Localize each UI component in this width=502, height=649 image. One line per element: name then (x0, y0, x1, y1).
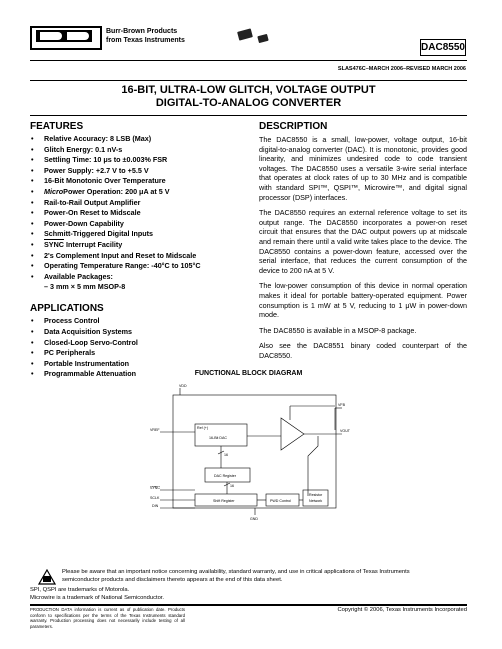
application-item: • Process Control (30, 316, 245, 327)
title-line2: DIGITAL-TO-ANALOG CONVERTER (155, 97, 342, 109)
description-heading: DESCRIPTION (259, 121, 328, 132)
features-heading: FEATURES (30, 121, 84, 132)
title-line1: 16-BIT, ULTRA-LOW GLITCH, VOLTAGE OUTPUT (121, 84, 376, 96)
description-paragraph: Also see the DAC8551 binary coded counterpart of the DAC8550. (259, 341, 467, 360)
applications-heading: APPLICATIONS (30, 303, 104, 315)
application-item: • Portable Instrumentation (30, 359, 245, 370)
sync-prefix: SYNC (44, 239, 64, 249)
application-item: • PC Peripherals (30, 348, 245, 359)
feature-item: • Rail-to-Rail Output Amplifier (30, 198, 245, 209)
functional-block-diagram (150, 384, 360, 520)
description-section (259, 121, 467, 366)
package-outline (173, 395, 336, 508)
feature-item: • Settling Time: 10 μs to ±0.003% FSR (30, 155, 245, 166)
feature-item: • Relative Accuracy: 8 LSB (Max) (30, 134, 245, 145)
dac-label: 16-Bit DAC (209, 436, 227, 440)
vout-label: VOUT (340, 429, 350, 433)
production-data-notice: PRODUCTION DATA information is current as of publication date. Products conform to specifications per the terms of the Texas Instruments standard warranty. Production processing does not necessarily include testing of all parameters. (30, 607, 185, 629)
doc-number: SLAS476C–MARCH 2006–REVISED MARCH 2006 (337, 66, 466, 72)
ref-plus-label: Ref (+) (197, 426, 209, 430)
feature-item: • 16-Bit Monotonic Over Temperature (30, 176, 245, 187)
vref-label: VREF (150, 428, 160, 432)
trademark-note-2: Microwire is a trademark of National Semiconductor. (30, 595, 165, 601)
description-paragraph: The low-power consumption of this device in normal operation makes it ideal for portable battery-operated equipment. Power consumption is 1 mW at 5 V, reducing to 1 μW in power-down mode. (259, 281, 467, 320)
features-list (30, 134, 245, 282)
left-column (30, 121, 245, 380)
title-rule-top (30, 80, 467, 81)
diagram-title: FUNCTIONAL BLOCK DIAGRAM (194, 370, 303, 377)
feature-item: • Power Supply: +2.7 V to +5.5 V (30, 166, 245, 177)
header-rule (30, 60, 467, 61)
package-sub: – 3 mm × 5 mm MSOP-8 (44, 282, 126, 292)
feature-item: • Available Packages: (30, 272, 245, 283)
resistor-network-label-2: Network (309, 499, 323, 503)
description-paragraph: The DAC8550 is available in a MSOP-8 package. (259, 325, 417, 335)
part-number: DAC8550 (420, 39, 466, 56)
sync-pin-label: SYNC (150, 486, 160, 490)
sclk-pin-label: SCLK (150, 496, 160, 500)
bus-width-label: 16 (224, 453, 228, 457)
page-title (30, 84, 467, 110)
resistor-network-label-1: Resistor (309, 493, 323, 497)
feature-item: • Schmitt-Triggered Digital Inputs (30, 229, 245, 240)
burr-brown-logo (30, 26, 102, 50)
feature-item: • Glitch Energy: 0.1 nV-s (30, 145, 245, 156)
description-paragraph: The DAC8550 requires an external reference voltage to set its output range. The DAC8550 incorporates a power-on reset circuit that ensures that the DAC output powers up at midscale and remain there until a valid write takes place to the device. The DAC8550 contains a power-down feature, accessed over the serial interface, that reduces the current consumption of the device to 200 nA at 5 V. (259, 208, 467, 275)
footer-rule (30, 604, 467, 606)
feature-item (30, 187, 245, 198)
feature-text: Power Operation: 200 μA at 5 V (63, 186, 170, 196)
warning-icon (38, 569, 56, 585)
vfb-label: VFB (338, 403, 345, 407)
trademark-note-1: SPI, QSPI are trademarks of Motorola. (30, 587, 130, 593)
dac-register-label: DAC Register (214, 474, 236, 478)
application-item: • Programmable Attenuation (30, 369, 245, 380)
company-name (106, 27, 185, 45)
application-item: • Data Acquisition Systems (30, 327, 245, 338)
description-paragraph: The DAC8550 is a small, low-power, voltage output, 16-bit digital-to-analog converter (DAC). It is monotonic, provides good linearity, and minimizes undesired code to code transient voltages. The DAC8550 uses a versatile 3-wire serial interface that operates at clock rates of up to 30 MHz and is compatible with standard SPI™, QSPI™, Microwire™, and digital signal processor (DSP) interfaces. (259, 135, 467, 202)
vdd-label: VDD (179, 384, 187, 388)
application-item: • Closed-Loop Servo-Control (30, 338, 245, 349)
feature-item: • Power-On Reset to Midscale (30, 208, 245, 219)
warning-text: Please be aware that an important notice concerning availability, standard warranty, and use in critical applications of Texas Instruments semiconductor products and disclaimers thereto appears at the end of this data sheet. (62, 569, 410, 583)
feature-item (30, 240, 245, 251)
chip-package-icon (257, 34, 268, 43)
micro-prefix: Micro (44, 186, 64, 196)
company-line1: Burr-Brown Products (106, 28, 178, 35)
chip-package-icon (237, 28, 253, 40)
bus-width-label: 16 (230, 484, 234, 488)
pwd-control-label: PWD Control (270, 499, 291, 503)
feature-item: • Operating Temperature Range: -40°C to 105°C (30, 261, 245, 272)
title-rule-bottom (30, 115, 467, 116)
feature-item: • Power-Down Capability (30, 219, 245, 230)
copyright: Copyright © 2006, Texas Instruments Incorporated (337, 607, 467, 613)
din-pin-label: DIN (152, 504, 159, 508)
feature-item: • 2's Complement Input and Reset to Midscale (30, 251, 245, 262)
gnd-label: GND (250, 517, 258, 520)
company-line2: from Texas Instruments (106, 37, 185, 44)
feature-text: Interrupt Facility (65, 239, 123, 249)
output-amplifier (281, 418, 304, 450)
shift-register-label: Shift Register (213, 499, 235, 503)
